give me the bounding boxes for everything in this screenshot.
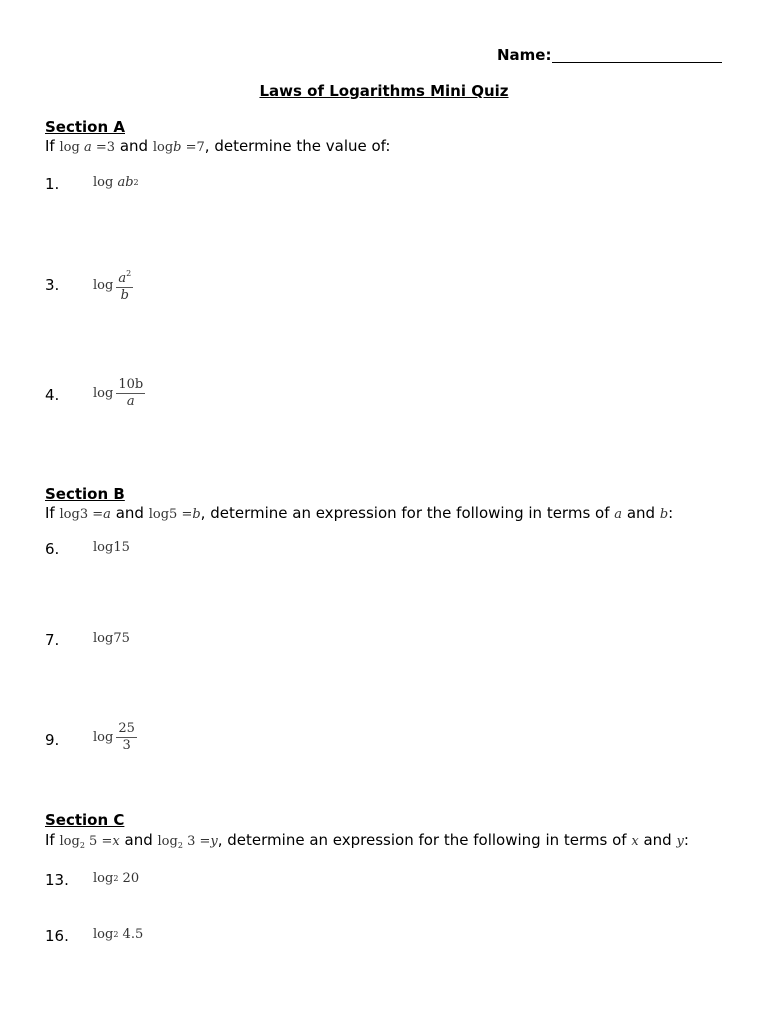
- page-title: Laws of Logarithms Mini Quiz: [259, 82, 509, 100]
- fraction: $\frac{a^2}{b}$: [118, 269, 132, 303]
- intro-joiner: and: [119, 137, 149, 155]
- question-expression: log $\frac{a^2}{b}$: [93, 269, 132, 303]
- fraction: $\frac{25}{3}$: [118, 721, 135, 753]
- condition-1: log a =3: [59, 140, 116, 155]
- question-number: 13.: [45, 871, 69, 889]
- condition-2: logb =7: [152, 140, 205, 155]
- question-number: 1.: [45, 175, 60, 193]
- condition-1: $\log_2 5 =x$: [59, 834, 120, 850]
- question-number: 4.: [45, 386, 60, 404]
- question-number: 16.: [45, 927, 69, 945]
- question-number: 6.: [45, 540, 60, 558]
- question-expression: log 15: [93, 540, 130, 555]
- section-c-heading: Section C: [45, 811, 125, 829]
- question-expression: log $\frac{10b}{a}$: [93, 377, 144, 409]
- question-expression: log 2 4.5: [93, 927, 144, 942]
- question-number: 3.: [45, 276, 60, 294]
- question-expression: log 2 20: [93, 871, 140, 886]
- condition-2: $\log_2 3 =y$: [157, 834, 218, 850]
- name-label: Name:: [497, 46, 552, 64]
- question-expression: log ab 2: [93, 175, 139, 190]
- intro-suffix: , determine the value of:: [204, 137, 391, 155]
- fraction: $\frac{10b}{a}$: [118, 377, 144, 409]
- question-number: 7.: [45, 631, 60, 649]
- intro-prefix: If: [45, 137, 55, 155]
- name-field-line[interactable]: [552, 61, 722, 63]
- section-b-intro: If log3 =a and log5 =b, determine an expression for the following in terms of a and b:: [45, 504, 674, 522]
- question-expression: log $\frac{25}{3}$: [93, 721, 135, 753]
- question-number: 9.: [45, 731, 60, 749]
- section-c-intro: If $\log_2 5 =x$ and $\log_2 3 =y$, determine an expression for the following in terms of x and y:: [45, 831, 689, 850]
- question-expression: log 75: [93, 631, 130, 646]
- section-a-heading: Section A: [45, 118, 125, 136]
- condition-1: log3 =a: [59, 507, 111, 522]
- section-a-intro: [45, 137, 390, 155]
- condition-2: log5 =b: [148, 507, 201, 522]
- section-b-heading: Section B: [45, 485, 125, 503]
